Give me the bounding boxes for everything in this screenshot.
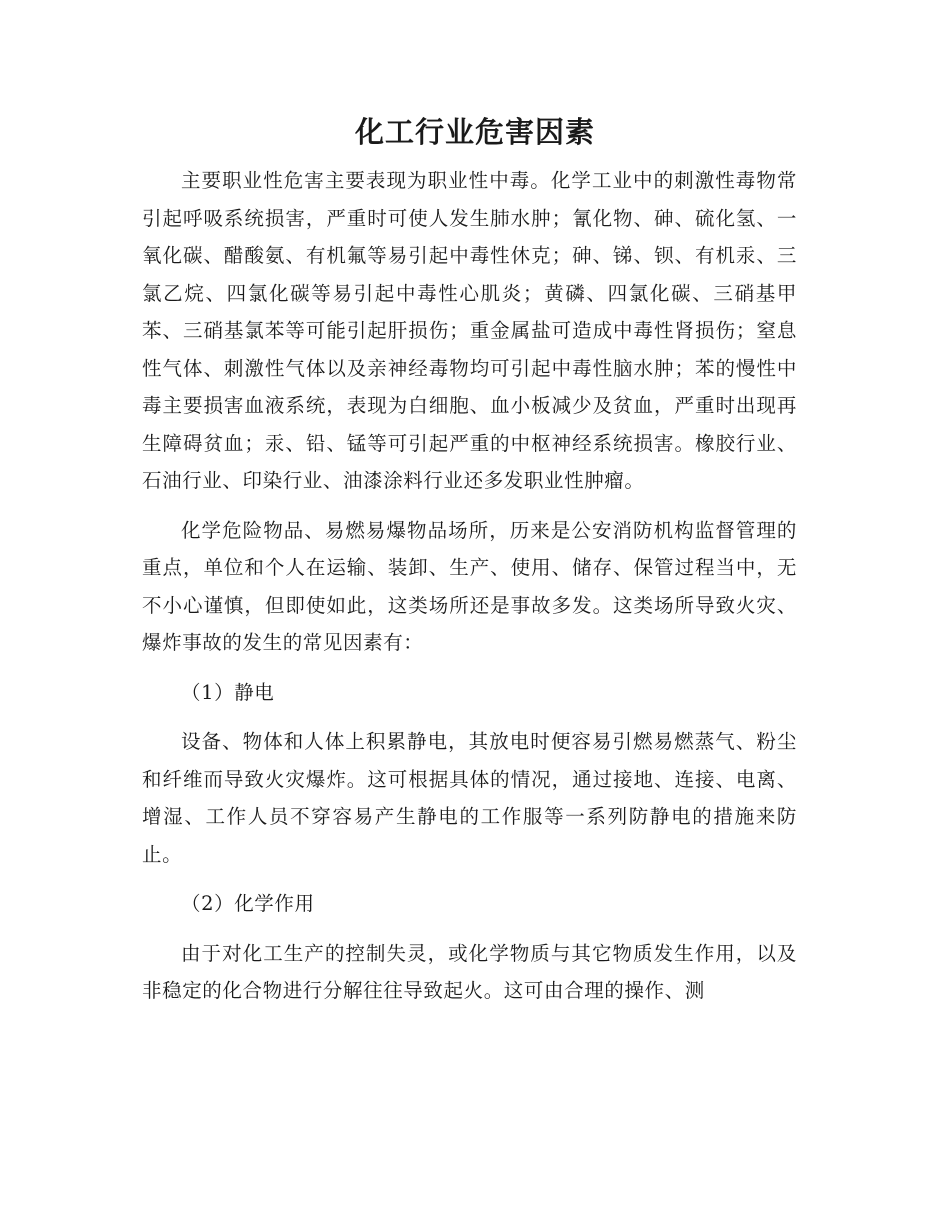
paragraph-static-electricity: 设备、物体和人体上积累静电，其放电时便容易引燃易燃蒸气、粉尘和纤维而导致火灾爆炸。这可根据具体的情况，通过接地、连接、电离、增湿、工作人员不穿容易产生静电的工作服等一系列防静电的措施来防止。 xyxy=(142,730,797,866)
item-heading-chemical-action: （2）化学作用 xyxy=(181,892,315,915)
paragraph-occupational-hazards: 主要职业性危害主要表现为职业性中毒。化学工业中的刺激性毒物常引起呼吸系统损害，严重时可使人发生肺水肿；氰化物、砷、硫化氢、一氧化碳、醋酸氨、有机氟等易引起中毒性休克；砷、锑、钡、有机汞、三氯乙烷、四氯化碳等易引起中毒性心肌炎；黄磷、四氯化碳、三硝基甲苯、三硝基氯苯等可能引起肝损伤；重金属盐可造成中毒性肾损伤；窒息性气体、刺激性气体以及亲神经毒物均可引起中毒性脑水肿；苯的慢性中毒主要损害血液系统，表现为白细胞、血小板减少及贫血，严重时出现再生障碍贫血；汞、铅、锰等可引起严重的中枢神经系统损害。橡胶行业、石油行业、印染行业、油漆涂料行业还多发职业性肿瘤。 xyxy=(142,169,797,492)
paragraph-fire-explosion-causes: 化学危险物品、易燃易爆物品场所，历来是公安消防机构监督管理的重点，单位和个人在运输、装卸、生产、使用、储存、保管过程当中，无不小心谨慎，但即使如此，这类场所还是事故多发。这类场所导致火灾、爆炸事故的发生的常见因素有： xyxy=(142,518,797,654)
item-heading-static-electricity: （1）静电 xyxy=(181,680,275,704)
document-body xyxy=(142,162,797,1010)
paragraph-chemical-action: 由于对化工生产的控制失灵，或化学物质与其它物质发生作用，以及非稳定的化合物进行分解往往导致起火。这可由合理的操作、测 xyxy=(142,941,797,1002)
document-title: 化工行业危害因素 xyxy=(354,115,595,149)
